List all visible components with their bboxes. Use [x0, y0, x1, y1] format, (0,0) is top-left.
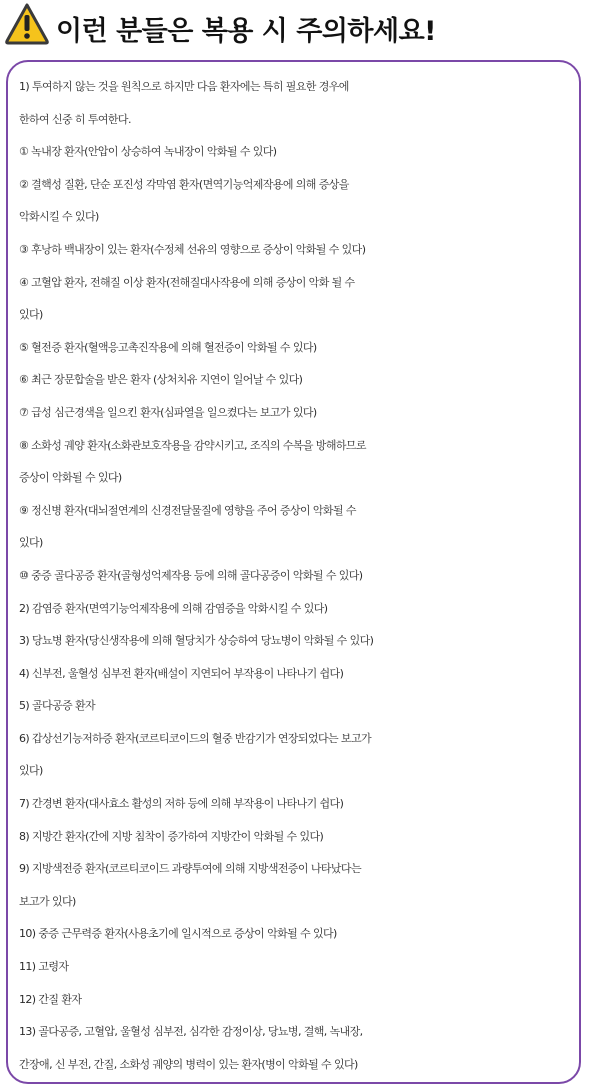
caution-line: 악화시킬 수 있다) — [19, 210, 99, 224]
caution-line: 10) 중증 근무력증 환자(사용초기에 일시적으로 증상이 악화될 수 있다) — [19, 927, 337, 941]
caution-line: 13) 골다공증, 고혈압, 울혈성 심부전, 심각한 감정이상, 당뇨병, 결핵, 녹내장, — [19, 1025, 363, 1039]
caution-line: 간장애, 신 부전, 간질, 소화성 궤양의 병력이 있는 환자(병이 악화될 수 있다) — [19, 1057, 358, 1071]
caution-line: 있다) — [19, 308, 43, 322]
caution-line: 12) 간질 환자 — [19, 992, 82, 1006]
caution-line: 증상이 악화될 수 있다) — [19, 471, 122, 485]
caution-line: ⑨ 정신병 환자(대뇌절연계의 신경전달물질에 영향을 주어 증상이 악화될 수 — [19, 503, 356, 517]
caution-list — [19, 71, 579, 1081]
caution-line: 5) 골다공증 환자 — [19, 699, 96, 713]
caution-line: ① 녹내장 환자(안압이 상승하여 녹내장이 악화될 수 있다) — [19, 145, 277, 159]
caution-line: ④ 고혈압 환자, 전해질 이상 환자(전해질대사작용에 의해 증상이 악화 될 수 — [19, 275, 355, 289]
caution-line: 있다) — [19, 764, 43, 778]
caution-line: ⑥ 최근 장문합술을 받은 환자 (상처치유 지연이 일어날 수 있다) — [19, 373, 303, 387]
caution-line: 11) 고령자 — [19, 960, 69, 974]
caution-line: 3) 당뇨병 환자(당신생작용에 의해 혈당치가 상승하여 당뇨병이 악화될 수 있다) — [19, 634, 374, 648]
caution-line: 한하여 신중 히 투여한다. — [19, 112, 131, 126]
caution-line: ⑦ 급성 심근경색을 일으킨 환자(심파열을 일으켰다는 보고가 있다) — [19, 405, 317, 419]
caution-line: 1) 투여하지 않는 것을 원칙으로 하지만 다음 환자에는 특히 필요한 경우에 — [19, 80, 349, 93]
caution-line: 8) 지방간 환자(간에 지방 침착이 증가하여 지방간이 악화될 수 있다) — [19, 829, 324, 843]
caution-line: 2) 감염증 환자(면역기능억제작용에 의해 감염증을 악화시킬 수 있다) — [19, 601, 328, 615]
caution-line: 보고가 있다) — [19, 894, 76, 908]
caution-line: ⑩ 중증 골다공증 환자(골형성억제작용 등에 의해 골다공증이 악화될 수 있다) — [19, 568, 363, 582]
caution-line: 9) 지방색전증 환자(코르티코이드 과량투여에 의해 지방색전증이 나타났다는 — [19, 862, 361, 876]
caution-line: ② 결핵성 질환, 단순 포진성 각막염 환자(면역기능억제작용에 의해 증상을 — [19, 177, 349, 191]
caution-line: 4) 신부전, 울혈성 심부전 환자(배설이 지연되어 부작용이 나타나기 쉽다) — [19, 666, 344, 680]
page-title: 이런 분들은 복용 시 주의하세요! — [56, 16, 436, 47]
caution-line: ⑤ 혈전증 환자(혈액응고촉진작용에 의해 혈전증이 악화될 수 있다) — [19, 340, 317, 354]
caution-line: ⑧ 소화성 궤양 환자(소화관보호작용을 감약시키고, 조직의 수복을 방해하므로 — [19, 438, 366, 452]
caution-line: 6) 갑상선기능저하증 환자(코르티코이드의 혈중 반감기가 연장되었다는 보고가 — [19, 731, 371, 745]
caution-line: 7) 간경변 환자(대사효소 활성의 저하 등에 의해 부작용이 나타나기 쉽다) — [19, 797, 344, 811]
caution-line: ③ 후낭하 백내장이 있는 환자(수정체 선유의 영향으로 증상이 악화될 수 있다) — [19, 242, 366, 256]
page-header — [0, 0, 591, 58]
warning-triangle-icon — [4, 2, 50, 46]
caution-line: 있다) — [19, 536, 43, 550]
